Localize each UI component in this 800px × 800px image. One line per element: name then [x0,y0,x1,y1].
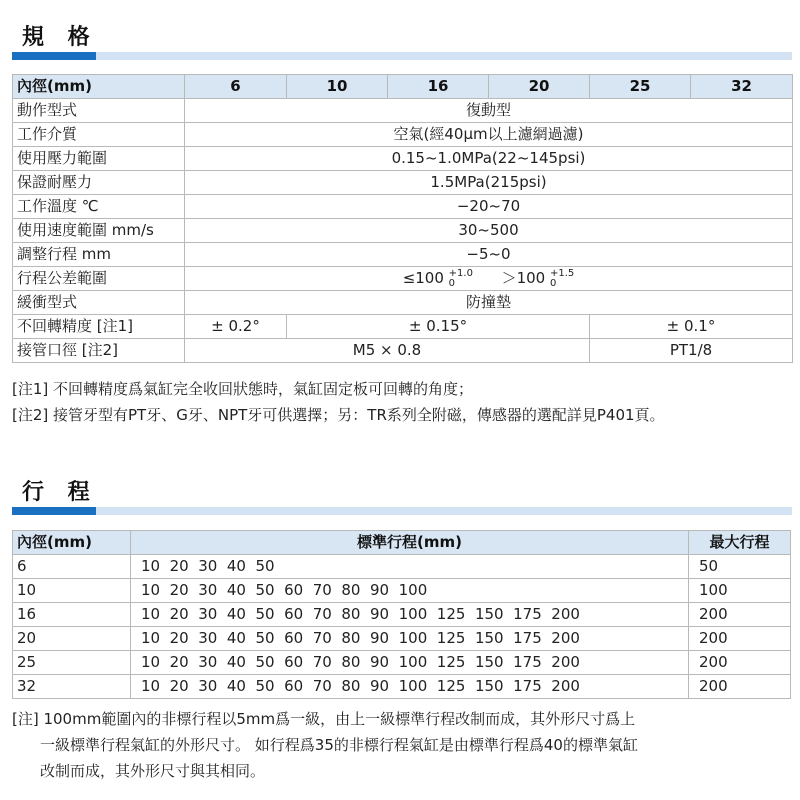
spec-label: 使用速度範圍 mm/s [13,219,185,243]
stroke-values: 10 20 30 40 50 60 70 80 90 100 125 150 175 200 [131,603,689,627]
stroke-bore: 6 [13,555,131,579]
bore-col: 16 [388,75,489,99]
table-row [13,555,791,579]
stroke-max-header: 最大行程 [689,531,791,555]
table-row [13,579,791,603]
spec-value: M5 × 0.8 [185,339,590,363]
spec-value: ± 0.15° [287,315,590,339]
spec-label: 工作溫度 ℃ [13,195,185,219]
bore-col: 10 [287,75,388,99]
stroke-bore: 16 [13,603,131,627]
stroke-title-bar [12,507,792,515]
spec-note-1: [注1] 不回轉精度爲氣缸完全收回狀態時，氣缸固定板可回轉的角度； [12,380,474,398]
stroke-values: 10 20 30 40 50 60 70 80 90 100 125 150 175 200 [131,675,689,699]
table-row [13,603,791,627]
stroke-note-line-2: 一級標準行程氣缸的外形尺寸。 如行程爲35的非標行程氣缸是由標準行程爲40的標準氣缸 [40,736,638,754]
spec-row-temp [13,195,793,219]
bore-header: 內徑(mm) [13,75,185,99]
stroke-max: 200 [689,675,791,699]
bore-col: 32 [691,75,793,99]
spec-label: 緩衝型式 [13,291,185,315]
spec-value: 1.5MPa(215psi) [185,171,793,195]
spec-label: 接管口徑 [注2] [13,339,185,363]
stroke-values: 10 20 30 40 50 60 70 80 90 100 125 150 175 200 [131,651,689,675]
spec-row-tolerance [13,267,793,291]
spec-value: 空氣(經40μm以上濾網過濾) [185,123,793,147]
spec-label: 保證耐壓力 [13,171,185,195]
stroke-header-row [13,531,791,555]
stroke-bore: 20 [13,627,131,651]
table-row [13,675,791,699]
spec-value: 防撞墊 [185,291,793,315]
tolerance-a: ≤100 +1.0 0 [402,267,473,289]
spec-value: PT1/8 [590,339,793,363]
spec-row-port [13,339,793,363]
table-row [13,627,791,651]
spec-row-nonrotate [13,315,793,339]
spec-value: −20~70 [185,195,793,219]
stroke-bore: 10 [13,579,131,603]
spec-label: 不回轉精度 [注1] [13,315,185,339]
stroke-values: 10 20 30 40 50 60 70 80 90 100 [131,579,689,603]
stroke-bore-header: 內徑(mm) [13,531,131,555]
spec-section-title: 規 格 [22,25,98,50]
spec-header-row [13,75,793,99]
stroke-max: 100 [689,579,791,603]
stroke-bore: 32 [13,675,131,699]
bore-col: 20 [489,75,590,99]
stroke-table [12,530,791,699]
spec-value: 0.15~1.0MPa(22~145psi) [185,147,793,171]
stroke-max: 50 [689,555,791,579]
stroke-note-line-1: [注] 100mm範圍內的非標行程以5mm爲一級，由上一級標準行程改制而成，其外形尺寸爲上 [12,710,636,728]
stroke-bore: 25 [13,651,131,675]
stroke-max: 200 [689,651,791,675]
spec-label: 使用壓力範圍 [13,147,185,171]
spec-value: ± 0.2° [185,315,287,339]
spec-label: 行程公差範圍 [13,267,185,291]
bore-col: 25 [590,75,691,99]
stroke-note-line-3: 改制而成，其外形尺寸與其相同。 [40,762,266,780]
stroke-values: 10 20 30 40 50 [131,555,689,579]
tolerance-b: ＞100 +1.5 0 [501,267,575,289]
spec-value: ± 0.1° [590,315,793,339]
spec-row-speed [13,219,793,243]
spec-row-action [13,99,793,123]
spec-note-2: [注2] 接管牙型有PT牙、G牙、NPT牙可供選擇；另：TR系列全附磁，傳感器的選配詳見P401頁。 [12,406,665,424]
bore-col: 6 [185,75,287,99]
spec-title-bar [12,52,792,60]
stroke-section-title: 行 程 [22,480,98,505]
spec-value: −5~0 [185,243,793,267]
spec-row-medium [13,123,793,147]
spec-row-pressure [13,147,793,171]
spec-value: 復動型 [185,99,793,123]
stroke-values: 10 20 30 40 50 60 70 80 90 100 125 150 175 200 [131,627,689,651]
spec-row-proof [13,171,793,195]
table-row [13,651,791,675]
spec-table [12,74,793,363]
spec-label: 工作介質 [13,123,185,147]
spec-value: 30~500 [185,219,793,243]
spec-value [185,267,793,291]
spec-row-cushion [13,291,793,315]
stroke-max: 200 [689,627,791,651]
spec-label: 動作型式 [13,99,185,123]
spec-label: 調整行程 mm [13,243,185,267]
stroke-max: 200 [689,603,791,627]
spec-row-adjust [13,243,793,267]
stroke-standard-header: 標準行程(mm) [131,531,689,555]
